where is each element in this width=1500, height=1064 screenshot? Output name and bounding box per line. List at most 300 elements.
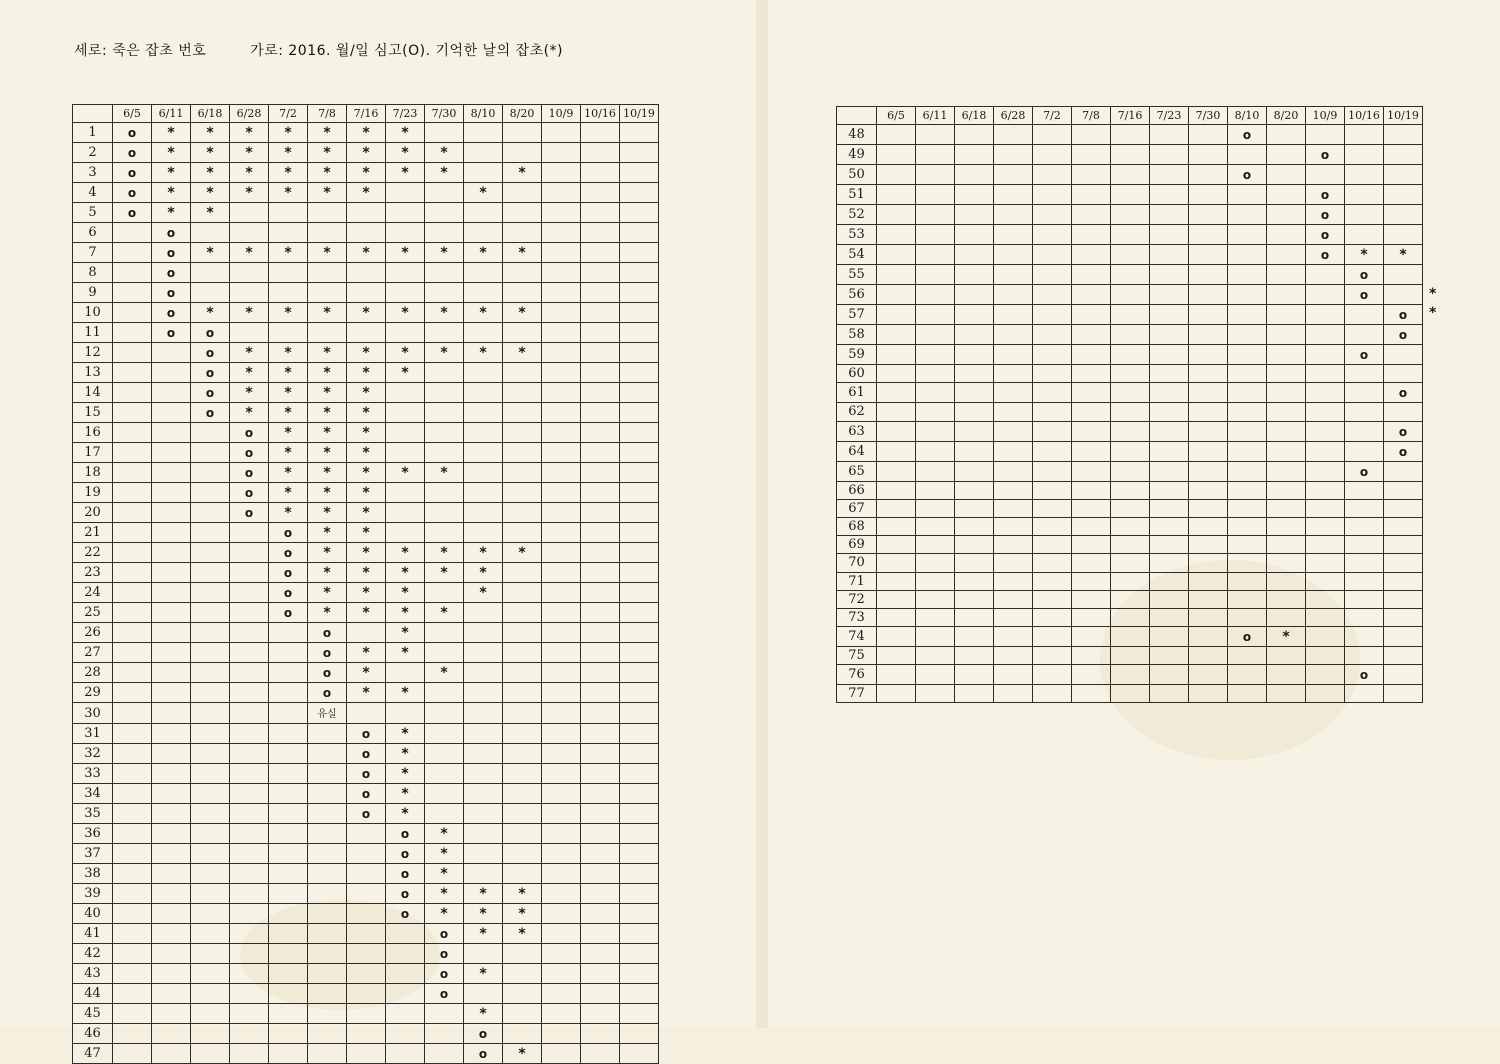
mark-cell [620, 603, 659, 623]
mark-cell [425, 363, 464, 383]
remembered-mark: * [479, 245, 487, 262]
remembered-mark: * [284, 125, 292, 142]
mark-cell [620, 463, 659, 483]
mark-cell [581, 383, 620, 403]
mark-cell [152, 483, 191, 503]
mark-cell [994, 554, 1033, 572]
weed-number: 28 [73, 663, 113, 683]
mark-cell [877, 305, 916, 325]
mark-cell [230, 363, 269, 383]
table-row [73, 904, 659, 924]
mark-cell [916, 647, 955, 665]
planted-mark: o [439, 927, 449, 942]
mark-cell [916, 421, 955, 441]
mark-cell [581, 463, 620, 483]
mark-cell [464, 563, 503, 583]
mark-cell [347, 683, 386, 703]
mark-cell [1150, 461, 1189, 481]
mark-cell [308, 764, 347, 784]
mark-cell [464, 543, 503, 563]
remembered-mark: * [362, 145, 370, 162]
table-row [73, 844, 659, 864]
mark-cell [1345, 285, 1384, 305]
weed-number: 73 [837, 608, 877, 626]
remembered-mark: * [323, 185, 331, 202]
mark-cell [916, 665, 955, 685]
mark-cell [1384, 165, 1423, 185]
mark-cell [269, 263, 308, 283]
table-row [73, 944, 659, 964]
mark-cell [347, 984, 386, 1004]
mark-cell [308, 663, 347, 683]
mark-cell [269, 583, 308, 603]
planted-mark: o [361, 787, 371, 802]
planted-mark: o [1398, 328, 1408, 343]
mark-cell [1189, 245, 1228, 265]
mark-cell [386, 363, 425, 383]
mark-cell [347, 523, 386, 543]
mark-cell [620, 243, 659, 263]
mark-cell [1267, 185, 1306, 205]
mark-cell [347, 343, 386, 363]
mark-cell [1228, 205, 1267, 225]
mark-cell [877, 245, 916, 265]
mark-cell [1150, 225, 1189, 245]
mark-cell [113, 323, 152, 343]
mark-cell [152, 643, 191, 663]
remembered-mark: * [401, 746, 409, 763]
mark-cell [308, 423, 347, 443]
mark-cell [581, 303, 620, 323]
mark-cell [955, 345, 994, 365]
weed-number: 72 [837, 590, 877, 608]
mark-cell [581, 764, 620, 784]
mark-cell [191, 163, 230, 183]
mark-cell [1111, 590, 1150, 608]
mark-cell [152, 463, 191, 483]
mark-cell [464, 984, 503, 1004]
remembered-mark: * [284, 165, 292, 182]
mark-cell [1267, 285, 1306, 305]
mark-cell [581, 804, 620, 824]
mark-cell [230, 663, 269, 683]
remembered-mark: * [401, 645, 409, 662]
mark-cell [152, 884, 191, 904]
mark-cell [916, 590, 955, 608]
mark-cell [191, 1024, 230, 1044]
date-header: 6/28 [994, 107, 1033, 125]
weed-number: 43 [73, 964, 113, 984]
mark-cell [503, 844, 542, 864]
mark-cell [620, 1044, 659, 1064]
table-row [73, 163, 659, 183]
mark-cell [230, 643, 269, 663]
mark-cell [581, 163, 620, 183]
mark-cell [113, 964, 152, 984]
mark-cell [877, 205, 916, 225]
mark-cell [425, 663, 464, 683]
table-row [837, 145, 1423, 165]
remembered-mark: * [284, 505, 292, 522]
weed-number: 40 [73, 904, 113, 924]
mark-cell [1267, 647, 1306, 665]
mark-cell [386, 123, 425, 143]
table-row [837, 365, 1423, 383]
mark-cell [1111, 305, 1150, 325]
remembered-mark: * [245, 125, 253, 142]
mark-cell [503, 463, 542, 483]
mark-cell [1072, 481, 1111, 499]
mark-cell [1072, 325, 1111, 345]
mark-cell [464, 343, 503, 363]
mark-cell [230, 423, 269, 443]
mark-cell [386, 784, 425, 804]
remembered-mark: * [1282, 629, 1290, 646]
mark-cell [1072, 590, 1111, 608]
remembered-mark: * [323, 385, 331, 402]
mark-cell [308, 944, 347, 964]
mark-cell [347, 784, 386, 804]
mark-cell [191, 123, 230, 143]
date-header: 10/19 [620, 105, 659, 123]
mark-cell [230, 483, 269, 503]
mark-cell [386, 964, 425, 984]
weed-number: 45 [73, 1004, 113, 1024]
mark-cell [230, 683, 269, 703]
mark-cell [269, 1044, 308, 1064]
mark-cell [386, 844, 425, 864]
mark-cell [581, 944, 620, 964]
mark-cell [620, 163, 659, 183]
mark-cell [269, 784, 308, 804]
mark-cell [542, 724, 581, 744]
mark-cell [464, 964, 503, 984]
mark-cell [425, 223, 464, 243]
mark-cell [347, 924, 386, 944]
mark-cell [1345, 365, 1384, 383]
mark-cell [425, 403, 464, 423]
mark-cell [464, 203, 503, 223]
mark-cell [994, 572, 1033, 590]
mark-cell [1306, 265, 1345, 285]
mark-cell [464, 1004, 503, 1024]
mark-cell [152, 423, 191, 443]
mark-cell [620, 143, 659, 163]
weed-number: 69 [837, 536, 877, 554]
date-header: 6/11 [916, 107, 955, 125]
remembered-mark: * [362, 645, 370, 662]
mark-cell [1072, 647, 1111, 665]
mark-cell [386, 864, 425, 884]
mark-cell [386, 183, 425, 203]
mark-cell [1072, 627, 1111, 647]
mark-cell [386, 383, 425, 403]
mark-cell [916, 165, 955, 185]
mark-cell [542, 143, 581, 163]
date-header: 6/5 [113, 105, 152, 123]
mark-cell [269, 844, 308, 864]
mark-cell [152, 123, 191, 143]
mark-cell [386, 463, 425, 483]
weed-number: 51 [837, 185, 877, 205]
remembered-mark: * [284, 185, 292, 202]
mark-cell [269, 403, 308, 423]
mark-cell [1384, 554, 1423, 572]
mark-cell [269, 984, 308, 1004]
planted-mark: o [439, 967, 449, 982]
weed-number: 66 [837, 481, 877, 499]
mark-cell [425, 944, 464, 964]
mark-cell [347, 603, 386, 623]
mark-cell [542, 563, 581, 583]
weed-number: 30 [73, 703, 113, 724]
mark-cell [581, 203, 620, 223]
mark-cell [620, 363, 659, 383]
remembered-mark: * [1429, 304, 1437, 321]
mark-cell [503, 243, 542, 263]
mark-cell [1111, 685, 1150, 703]
mark-cell [1033, 345, 1072, 365]
mark-cell [308, 804, 347, 824]
mark-cell [1228, 325, 1267, 345]
date-header: 8/10 [464, 105, 503, 123]
mark-cell [1345, 590, 1384, 608]
planted-mark: o [1398, 444, 1408, 459]
weed-number: 14 [73, 383, 113, 403]
mark-cell [386, 1004, 425, 1024]
mark-cell [230, 463, 269, 483]
mark-cell [1267, 517, 1306, 535]
remembered-mark: * [323, 305, 331, 322]
table-row [837, 441, 1423, 461]
mark-cell [347, 443, 386, 463]
mark-cell [581, 283, 620, 303]
mark-cell [347, 844, 386, 864]
mark-cell [308, 143, 347, 163]
mark-cell [152, 1024, 191, 1044]
mark-cell [308, 363, 347, 383]
mark-cell [1072, 608, 1111, 626]
mark-cell [1033, 245, 1072, 265]
mark-cell [994, 536, 1033, 554]
remembered-mark: * [362, 445, 370, 462]
mark-cell [113, 603, 152, 623]
mark-cell [1267, 685, 1306, 703]
mark-cell [113, 523, 152, 543]
remembered-mark: * [284, 345, 292, 362]
mark-cell [620, 543, 659, 563]
mark-cell [620, 804, 659, 824]
mark-cell [1228, 225, 1267, 245]
table-row [73, 924, 659, 944]
mark-cell [308, 1024, 347, 1044]
mark-cell [916, 461, 955, 481]
mark-cell [581, 824, 620, 844]
mark-cell [1345, 554, 1384, 572]
mark-cell [1306, 185, 1345, 205]
mark-cell [1267, 572, 1306, 590]
planted-mark: o [244, 486, 254, 501]
mark-cell [191, 884, 230, 904]
mark-cell [347, 543, 386, 563]
remembered-mark: * [167, 125, 175, 142]
corner-cell [73, 105, 113, 123]
mark-cell [1267, 205, 1306, 225]
remembered-mark: * [245, 385, 253, 402]
date-header: 7/30 [1189, 107, 1228, 125]
mark-cell [269, 944, 308, 964]
mark-cell [386, 764, 425, 784]
mark-cell [542, 223, 581, 243]
mark-cell [503, 443, 542, 463]
mark-cell [464, 804, 503, 824]
mark-cell [542, 703, 581, 724]
mark-cell [113, 183, 152, 203]
mark-cell [1072, 185, 1111, 205]
mark-cell [152, 804, 191, 824]
mark-cell [230, 984, 269, 1004]
mark-cell [1111, 265, 1150, 285]
mark-cell [464, 463, 503, 483]
mark-cell [1033, 285, 1072, 305]
mark-cell [1111, 325, 1150, 345]
mark-cell [191, 203, 230, 223]
mark-cell [425, 924, 464, 944]
weed-number: 31 [73, 724, 113, 744]
mark-cell [1072, 205, 1111, 225]
table-row [837, 403, 1423, 421]
date-header: 7/16 [1111, 107, 1150, 125]
mark-cell [1072, 499, 1111, 517]
planted-mark: o [166, 266, 176, 281]
mark-cell [916, 481, 955, 499]
table-row [837, 245, 1423, 265]
planted-mark: o [322, 666, 332, 681]
mark-cell [542, 583, 581, 603]
mark-cell [425, 163, 464, 183]
mark-cell [1033, 441, 1072, 461]
mark-cell [269, 143, 308, 163]
mark-cell [542, 503, 581, 523]
mark-cell [1228, 383, 1267, 403]
mark-cell [386, 804, 425, 824]
mark-cell [191, 744, 230, 764]
mark-cell [1150, 685, 1189, 703]
table-row [837, 608, 1423, 626]
mark-cell [1072, 305, 1111, 325]
mark-cell [1267, 383, 1306, 403]
mark-cell [386, 603, 425, 623]
weed-number: 74 [837, 627, 877, 647]
remembered-mark: * [1399, 247, 1407, 264]
mark-cell [1150, 608, 1189, 626]
remembered-mark: * [479, 966, 487, 983]
mark-cell [113, 703, 152, 724]
mark-cell [542, 663, 581, 683]
remembered-mark: * [440, 145, 448, 162]
mark-cell [1345, 665, 1384, 685]
mark-cell [1306, 627, 1345, 647]
mark-cell [581, 864, 620, 884]
mark-cell [425, 543, 464, 563]
mark-cell [955, 590, 994, 608]
mark-cell [113, 363, 152, 383]
table-row [73, 663, 659, 683]
mark-cell [542, 864, 581, 884]
mark-cell [347, 123, 386, 143]
weed-number: 25 [73, 603, 113, 623]
mark-cell [1111, 608, 1150, 626]
weed-number: 53 [837, 225, 877, 245]
table-row [73, 303, 659, 323]
mark-cell [1033, 421, 1072, 441]
mark-cell [503, 964, 542, 984]
mark-cell [425, 1004, 464, 1024]
mark-cell [503, 944, 542, 964]
mark-cell [113, 984, 152, 1004]
mark-cell [581, 1004, 620, 1024]
mark-cell [542, 1024, 581, 1044]
mark-cell [230, 263, 269, 283]
mark-cell [877, 572, 916, 590]
remembered-mark: * [401, 685, 409, 702]
mark-cell [1150, 403, 1189, 421]
weed-number: 61 [837, 383, 877, 403]
mark-cell [1189, 345, 1228, 365]
mark-cell [503, 543, 542, 563]
mark-cell [994, 305, 1033, 325]
date-header: 6/11 [152, 105, 191, 123]
mark-cell [1072, 225, 1111, 245]
mark-cell [1228, 265, 1267, 285]
mark-cell [152, 623, 191, 643]
mark-cell [503, 764, 542, 784]
mark-cell [308, 603, 347, 623]
mark-cell [1150, 345, 1189, 365]
mark-cell [347, 944, 386, 964]
mark-cell [1267, 125, 1306, 145]
mark-cell [347, 163, 386, 183]
mark-cell [464, 724, 503, 744]
mark-cell [1306, 205, 1345, 225]
mark-cell [620, 643, 659, 663]
remembered-mark: * [362, 565, 370, 582]
remembered-mark: * [362, 665, 370, 682]
mark-cell [230, 283, 269, 303]
remembered-mark: * [362, 365, 370, 382]
table-row [73, 864, 659, 884]
mark-cell [191, 483, 230, 503]
mark-cell [916, 517, 955, 535]
table-row [73, 443, 659, 463]
mark-cell [1228, 345, 1267, 365]
date-header: 6/28 [230, 105, 269, 123]
weed-number: 35 [73, 804, 113, 824]
mark-cell [994, 365, 1033, 383]
mark-cell [1033, 403, 1072, 421]
table-row [73, 383, 659, 403]
mark-cell [230, 824, 269, 844]
mark-cell [1033, 685, 1072, 703]
mark-cell [994, 245, 1033, 265]
table-row [73, 543, 659, 563]
mark-cell [542, 263, 581, 283]
mark-cell [916, 325, 955, 345]
table-row [73, 1024, 659, 1044]
mark-cell [191, 463, 230, 483]
mark-cell [230, 583, 269, 603]
mark-cell [1384, 647, 1423, 665]
